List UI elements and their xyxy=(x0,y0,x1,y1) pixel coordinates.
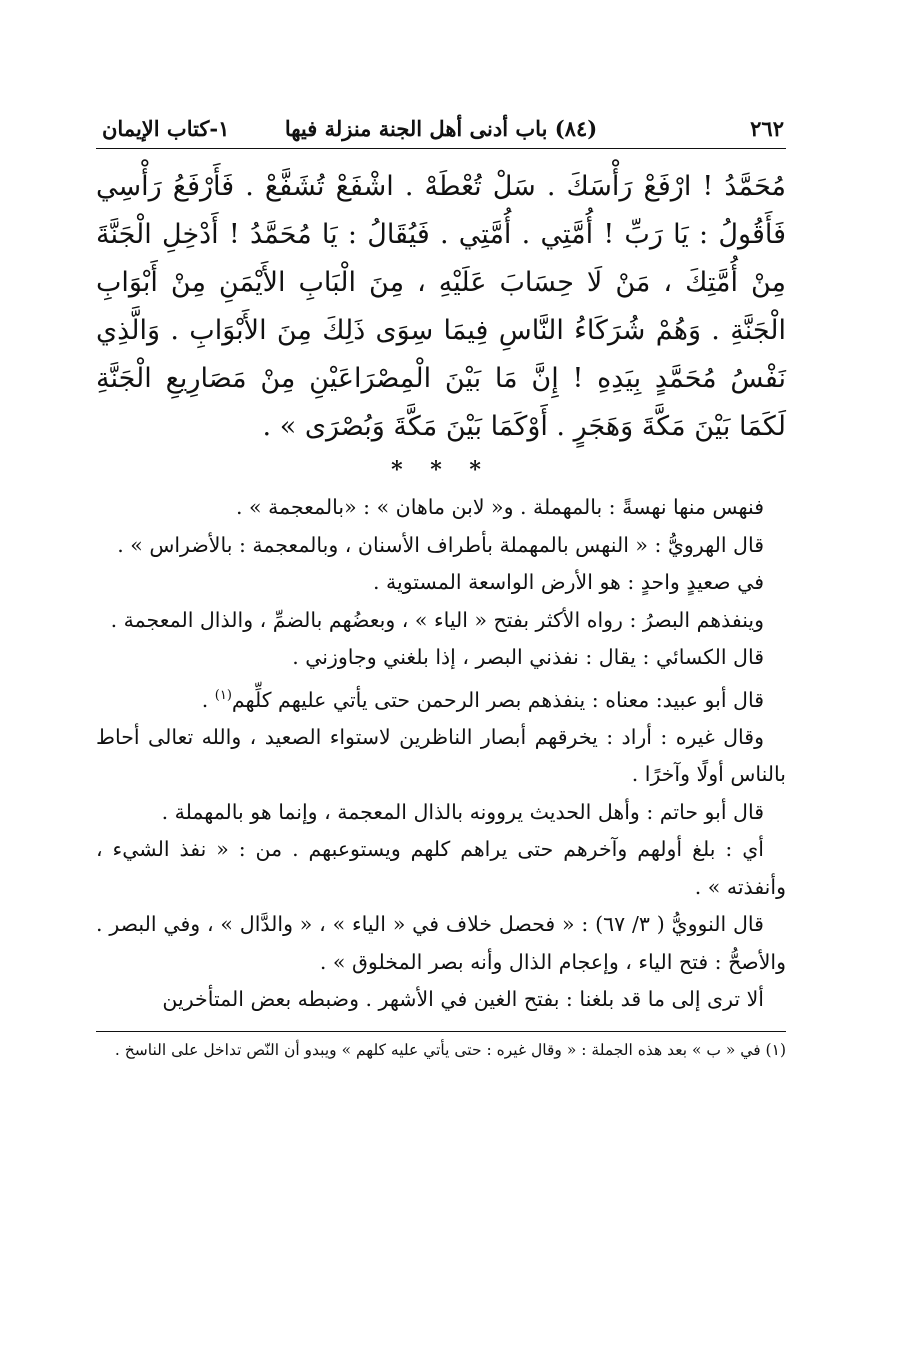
paragraph-text: قال أبو عبيد: معناه : ينفذهم بصر الرحمن حتى يأتي عليهم كلِّهم xyxy=(231,687,764,712)
commentary-paragraph xyxy=(96,527,786,565)
commentary-notes xyxy=(96,489,786,1019)
paragraph-text: ألا ترى إلى ما قد بلغنا : بفتح الغين في الأشهر . وضبطه بعض المتأخرين xyxy=(162,987,764,1012)
commentary-paragraph xyxy=(96,602,786,640)
footnote-rule xyxy=(96,1031,786,1032)
commentary-paragraph xyxy=(96,794,786,832)
book-title: ١-كتاب الإيمان xyxy=(102,116,230,141)
paragraph-text: في صعيدٍ واحدٍ : هو الأرض الواسعة المستوية . xyxy=(372,570,764,594)
footnote: (١) في « ب » بعد هذه الجملة : « وقال غيره : حتى يأتي عليه كلهم » ويبدو أن النّص تداخل على الناسخ . xyxy=(114,1040,786,1059)
paragraph-text: وقال غيره : أراد : يخرقهم أبصار الناظرين لاستواء الصعيد ، والله تعالى أحاط بالناس أولًا وآخرًا . xyxy=(96,724,786,787)
hadith-text: مُحَمَّدُ ! ارْفَعْ رَأْسَكَ . سَلْ تُعْطَهْ . اشْفَعْ تُشَفَّعْ . فَأَرْفَعُ رَأْسِي فَأَقُولُ : يَا رَبِّ ! أُمَّتِي . أُمَّتِي . فَيُقَالُ : يَا مُحَمَّدُ ! أَدْخِلِ الْجَنَّةَ مِنْ أُمَّتِكَ ، مَنْ لَا حِسَابَ عَلَيْهِ ، مِنَ الْبَابِ الأَيْمَنِ مِنْ أَبْوَابِ الْجَنَّةِ . وَهُمْ شُرَكَاءُ النَّاسِ فِيمَا سِوَى ذَلِكَ مِنَ الأَبْوَابِ . وَالَّذِي نَفْسُ مُحَمَّدٍ بِيَدِهِ ! إِنَّ مَا بَيْنَ الْمِصْرَاعَيْنِ مِنْ مَصَارِيعِ الْجَنَّةِ لَكَمَا بَيْنَ مَكَّةَ وَهَجَرٍ . أَوْكَمَا بَيْنَ مَكَّةَ وَبُصْرَى » . xyxy=(96,171,786,442)
commentary-paragraph xyxy=(96,489,786,527)
section-separator: * * * xyxy=(391,457,491,483)
commentary-paragraph xyxy=(96,639,786,677)
commentary-paragraph xyxy=(96,564,786,602)
paragraph-text: قال الكسائي : يقال : نفذني البصر ، إذا بلغني وجاوزني . xyxy=(292,645,764,669)
commentary-paragraph xyxy=(96,981,786,1019)
page-number: ٢٦٢ xyxy=(750,116,784,141)
paragraph-text: أي : بلغ أولهم وآخرهم حتى يراهم كلهم ويستوعبهم . من : « نفذ الشيء ، وأنفذته » . xyxy=(96,837,786,899)
commentary-paragraph xyxy=(96,906,786,981)
commentary-paragraph xyxy=(96,719,786,794)
footnote-marker: (١) xyxy=(214,687,232,703)
running-header xyxy=(96,112,786,149)
paragraph-text: وينفذهم البصرُ : رواه الأكثر بفتح « الياء » ، وبعضُهم بالضمِّ ، والذال المعجمة . xyxy=(110,607,764,632)
paragraph-text: قال النوويُّ ( ٣/ ٦٧) : « فحصل خلاف في « الياء » ، « والدَّال » ، وفي البصر . والأصحُّ : فتح الياء ، وإعجام الذال وأنه بصر المخلوق » . xyxy=(96,912,786,974)
book-page xyxy=(96,112,786,1062)
chapter-title: (٨٤) باب أدنى أهل الجنة منزلة فيها xyxy=(284,116,598,141)
commentary-paragraph xyxy=(96,831,786,906)
paragraph-tail: . xyxy=(201,687,215,712)
paragraph-text: فنهس منها نهسةً : بالمهملة . و« لابن ماهان » : «بالمعجمة » . xyxy=(236,495,764,519)
paragraph-text: قال أبو حاتم : وأهل الحديث يروونه بالذال المعجمة ، وإنما هو بالمهملة . xyxy=(161,799,764,824)
commentary-paragraph xyxy=(96,677,786,719)
paragraph-text: قال الهرويُّ : « النهس بالمهملة بأطراف الأسنان ، وبالمعجمة : بالأضراس » . xyxy=(117,532,764,557)
